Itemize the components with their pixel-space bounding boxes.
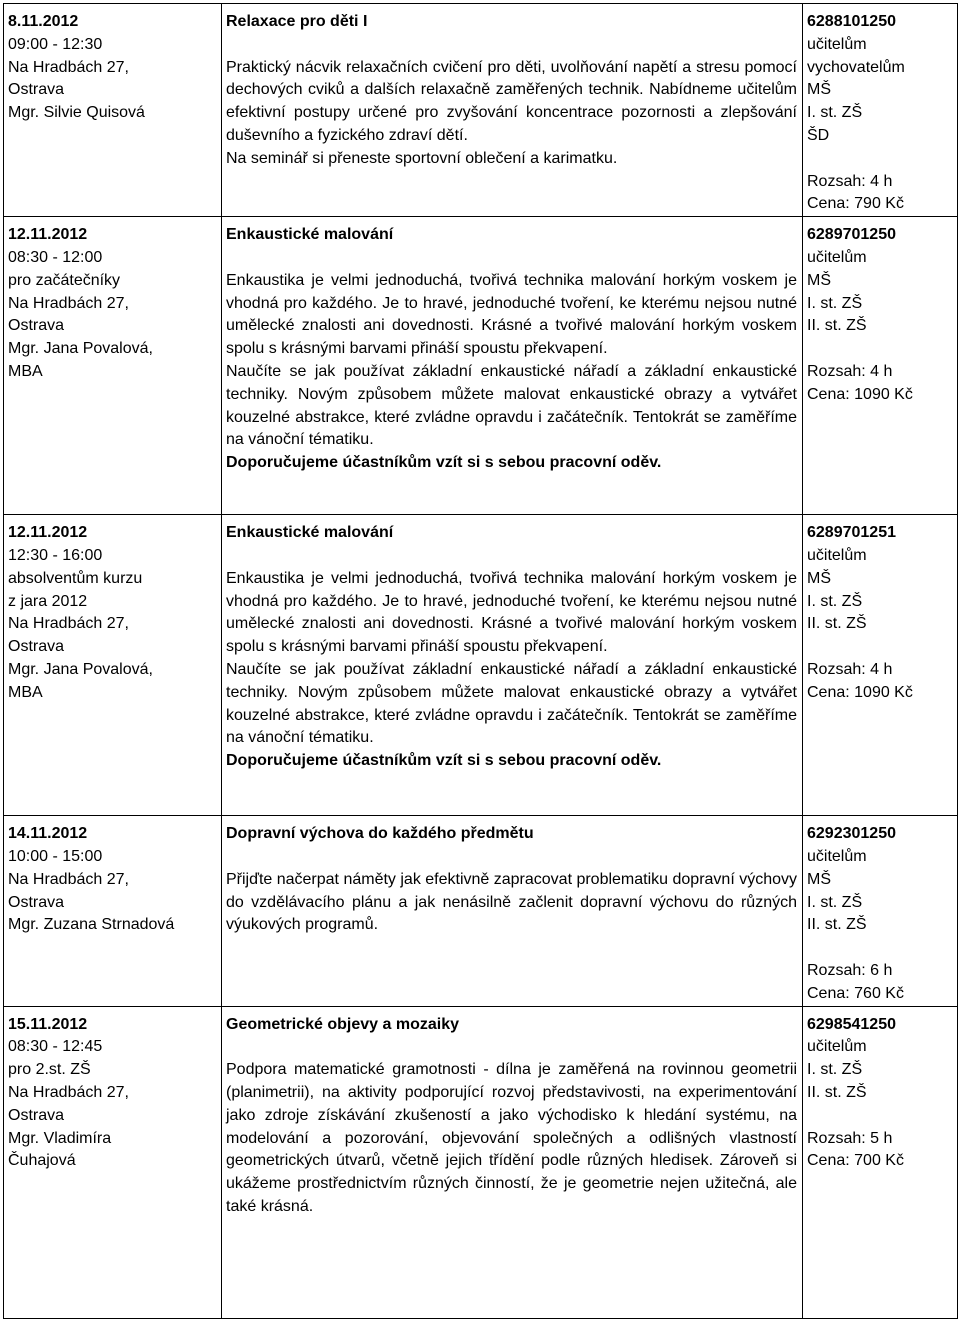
course-price: Cena: 1090 Kč bbox=[807, 385, 913, 403]
info-line: Na Hradbách 27, bbox=[8, 294, 129, 312]
course-title: Relaxace pro děti I bbox=[226, 13, 368, 30]
course-paragraph: Naučíte se jak používat základní enkaustické nářadí a základní enkaustické techniky. Novým způsobem můžete malovat enkaustické obrazy a vytvářet kouzelné abstrakce, které zvládne opravdu i začátečník. Tentokrát se zaměříme na vánoční tématiku. bbox=[226, 660, 797, 747]
target-group: učitelům bbox=[807, 546, 867, 564]
course-meta-cell bbox=[803, 1006, 958, 1318]
course-meta-cell bbox=[803, 816, 958, 1006]
course-code: 6289701250 bbox=[807, 226, 896, 244]
info-line: Mgr. Jana Povalová, bbox=[8, 340, 153, 358]
target-group: I. st. ZŠ bbox=[807, 294, 863, 312]
info-line: MBA bbox=[8, 683, 43, 701]
course-paragraph: Podpora matematické gramotnosti - dílna je zaměřená na rovinnou geometrii (planimetrii), na aktivity podporující rozvoj představivosti, na experimentování jako zdroje získávání zkušeností a jako východisko k hledání systému, na modelování a pozorování, objevování společných a odlišných vlastností geometrických útvarů, včetně jejich třídění podle různých hledisek. Zároveň si ukážeme prostřednictvím různých činností, že je geometrie nejen užitečná, ale také krásná. bbox=[226, 1061, 797, 1215]
info-line: Na Hradbách 27, bbox=[8, 615, 129, 633]
target-group: II. st. ZŠ bbox=[807, 615, 867, 633]
course-info-cell bbox=[4, 4, 222, 217]
course-meta-cell bbox=[803, 217, 958, 515]
target-group: I. st. ZŠ bbox=[807, 893, 863, 911]
info-line: Ostrava bbox=[8, 893, 65, 911]
course-info-cell bbox=[4, 1006, 222, 1318]
target-group: MŠ bbox=[807, 569, 831, 587]
info-line: Mgr. Jana Povalová, bbox=[8, 660, 153, 678]
course-description-cell bbox=[222, 1006, 803, 1318]
course-title: Geometrické objevy a mozaiky bbox=[226, 1015, 459, 1033]
target-group: učitelům bbox=[807, 847, 867, 865]
info-line: Mgr. Silvie Quisová bbox=[8, 104, 145, 122]
course-code: 6298541250 bbox=[807, 1015, 896, 1033]
info-line: Ostrava bbox=[8, 317, 65, 335]
info-line: 08:30 - 12:45 bbox=[8, 1038, 103, 1056]
info-line: absolventům kurzu bbox=[8, 569, 143, 587]
course-title: Dopravní výchova do každého předmětu bbox=[226, 825, 534, 843]
info-line: Mgr. Vladimíra bbox=[8, 1129, 112, 1147]
target-group: MŠ bbox=[807, 271, 831, 289]
course-duration: Rozsah: 6 h bbox=[807, 961, 893, 979]
course-code: 6292301250 bbox=[807, 825, 896, 843]
course-row bbox=[4, 4, 958, 217]
course-info-cell bbox=[4, 217, 222, 515]
course-date: 12.11.2012 bbox=[8, 226, 88, 244]
info-line: Čuhajová bbox=[8, 1152, 76, 1170]
course-paragraph: Enkaustika je velmi jednoduchá, tvořivá technika malování horkým voskem je vhodná pro každého. Je to hravé, jednoduché tvoření, ke kterému nejsou nutné umělecké znalosti ani dovednosti. Krásné a tvořivé malování horkým voskem spolu s krásnými barvami přináší spoustu překvapení. bbox=[226, 569, 797, 656]
course-note: Doporučujeme účastníkům vzít si s sebou pracovní oděv. bbox=[226, 752, 662, 770]
course-paragraph: Naučíte se jak používat základní enkaustické nářadí a základní enkaustické techniky. Novým způsobem můžete malovat enkaustické obrazy a vytvářet kouzelné abstrakce, které zvládne opravdu i začátečník. Tentokrát se zaměříme na vánoční tématiku. bbox=[226, 362, 797, 449]
course-description-cell bbox=[222, 816, 803, 1006]
info-line: pro 2.st. ZŠ bbox=[8, 1061, 91, 1079]
course-paragraph: Přijďte načerpat náměty jak efektivně zapracovat problematiku dopravní výchovy do vzdělávacího plánu a jak nenásilně začlenit dopravní výchovu do různých výukových programů. bbox=[226, 870, 798, 934]
info-line: pro začátečníky bbox=[8, 271, 121, 289]
course-paragraph: Enkaustika je velmi jednoduchá, tvořivá technika malování horkým voskem je vhodná pro každého. Je to hravé, jednoduché tvoření, ke kterému nejsou nutné umělecké znalosti ani dovednosti. Krásné a tvořivé malování horkým voskem spolu s krásnými barvami přináší spoustu překvapení. bbox=[226, 271, 797, 358]
info-line: Na Hradbách 27, bbox=[8, 58, 129, 76]
target-group: II. st. ZŠ bbox=[807, 916, 867, 934]
info-line: 12:30 - 16:00 bbox=[8, 546, 103, 564]
course-description-cell bbox=[222, 4, 803, 217]
course-paragraph: Na seminář si přeneste sportovní oblečení a karimatku. bbox=[226, 149, 618, 167]
course-price: Cena: 1090 Kč bbox=[807, 683, 913, 701]
target-group: I. st. ZŠ bbox=[807, 1061, 863, 1079]
course-title: Enkaustické malování bbox=[226, 524, 394, 542]
info-line: Na Hradbách 27, bbox=[8, 870, 129, 888]
info-line: Na Hradbách 27, bbox=[8, 1083, 129, 1101]
target-group: II. st. ZŠ bbox=[807, 1083, 867, 1101]
course-duration: Rozsah: 4 h bbox=[807, 362, 893, 380]
course-date: 8.11.2012 bbox=[8, 13, 79, 30]
course-row bbox=[4, 816, 958, 1006]
target-group: I. st. ZŠ bbox=[807, 104, 863, 122]
course-date: 12.11.2012 bbox=[8, 524, 88, 542]
course-meta-cell bbox=[803, 4, 958, 217]
course-info-cell bbox=[4, 515, 222, 816]
target-group: učitelům bbox=[807, 248, 867, 266]
course-date: 15.11.2012 bbox=[8, 1015, 88, 1033]
target-group: učitelům bbox=[807, 35, 867, 53]
course-duration: Rozsah: 5 h bbox=[807, 1129, 893, 1147]
target-group: učitelům bbox=[807, 1038, 867, 1056]
course-duration: Rozsah: 4 h bbox=[807, 660, 893, 678]
course-row bbox=[4, 1006, 958, 1318]
course-price: Cena: 760 Kč bbox=[807, 984, 904, 1002]
course-schedule-table bbox=[3, 3, 958, 1319]
course-code: 6288101250 bbox=[807, 13, 896, 30]
course-note: Doporučujeme účastníkům vzít si s sebou pracovní oděv. bbox=[226, 454, 662, 472]
target-group: ŠD bbox=[807, 126, 830, 144]
info-line: z jara 2012 bbox=[8, 592, 88, 610]
info-line: 10:00 - 15:00 bbox=[8, 847, 103, 865]
target-group: II. st. ZŠ bbox=[807, 317, 867, 335]
info-line: Ostrava bbox=[8, 81, 65, 99]
course-title: Enkaustické malování bbox=[226, 226, 394, 244]
info-line: 08:30 - 12:00 bbox=[8, 248, 103, 266]
info-line: 09:00 - 12:30 bbox=[8, 35, 103, 53]
info-line: Ostrava bbox=[8, 638, 65, 656]
course-description-cell bbox=[222, 217, 803, 515]
course-price: Cena: 790 Kč bbox=[807, 195, 904, 213]
target-group: I. st. ZŠ bbox=[807, 592, 863, 610]
course-row bbox=[4, 217, 958, 515]
course-row bbox=[4, 515, 958, 816]
course-duration: Rozsah: 4 h bbox=[807, 172, 893, 190]
course-meta-cell bbox=[803, 515, 958, 816]
course-description-cell bbox=[222, 515, 803, 816]
info-line: MBA bbox=[8, 362, 43, 380]
course-date: 14.11.2012 bbox=[8, 825, 88, 843]
course-info-cell bbox=[4, 816, 222, 1006]
info-line: Ostrava bbox=[8, 1106, 65, 1124]
course-price: Cena: 700 Kč bbox=[807, 1152, 904, 1170]
course-paragraph: Praktický nácvik relaxačních cvičení pro děti, uvolňování napětí a stresu pomocí dechových cviků a dalších relaxačně zaměřených technik. Nabídneme učitelům efektivní postupy určené pro zvyšování koncentrace pozornosti a zlepšování duševního a fyzického zdraví dětí. bbox=[226, 58, 797, 144]
course-code: 6289701251 bbox=[807, 524, 896, 542]
target-group: MŠ bbox=[807, 81, 831, 99]
info-line: Mgr. Zuzana Strnadová bbox=[8, 916, 175, 934]
target-group: MŠ bbox=[807, 870, 831, 888]
target-group: vychovatelům bbox=[807, 58, 905, 76]
